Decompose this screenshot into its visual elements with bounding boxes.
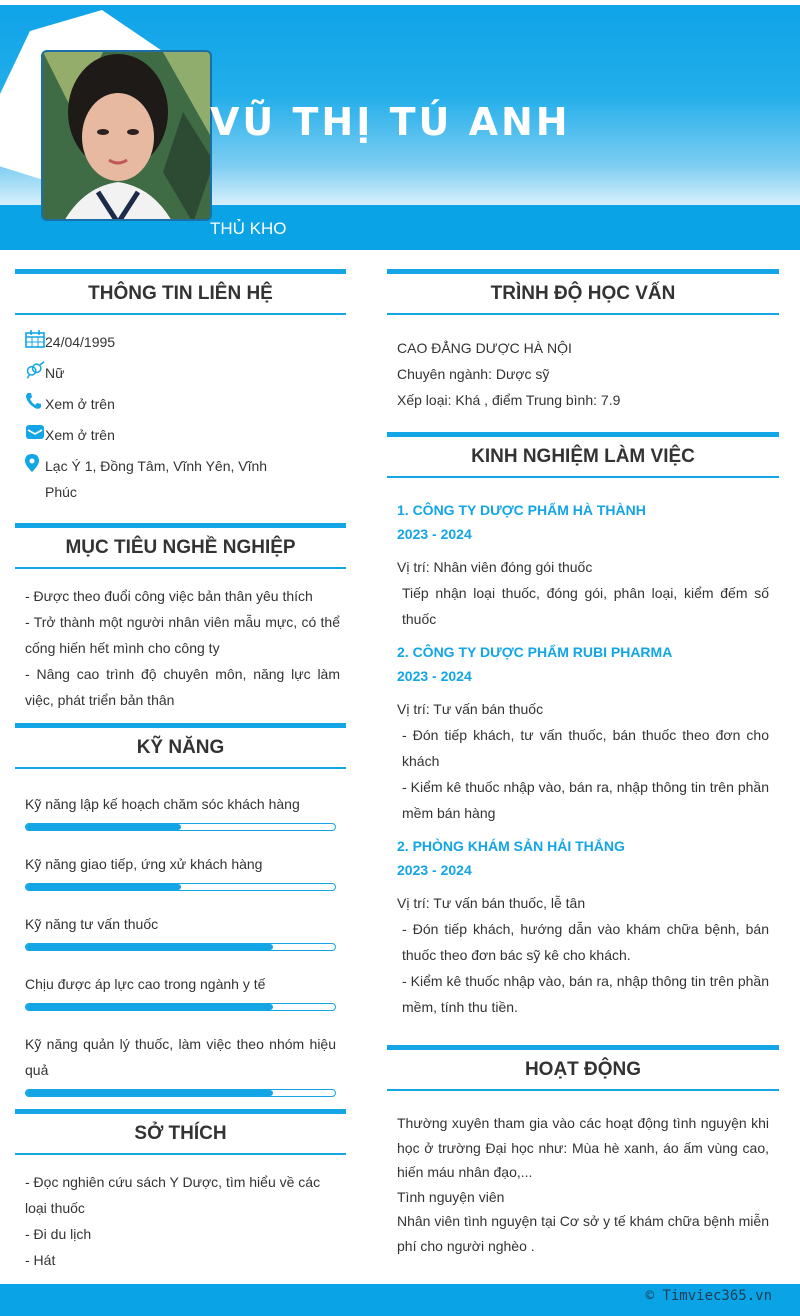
skill-label: Kỹ năng tư vấn thuốc [25, 916, 159, 932]
skill-item [15, 851, 346, 891]
education-text [387, 315, 779, 413]
contact-email [15, 422, 346, 448]
experience-period: 2023 - 2024 [397, 526, 472, 542]
section-title: KINH NGHIỆM LÀM VIỆC [387, 432, 779, 478]
birthday-value: 24/04/1995 [45, 334, 116, 350]
hobbies-section [15, 1109, 346, 1273]
section-title: TRÌNH ĐỘ HỌC VẤN [387, 269, 779, 315]
address-value [45, 453, 267, 505]
skill-level-bar [25, 1003, 336, 1011]
skill-label: Kỹ năng quản lý thuốc, làm việc theo nhóm hiệu quả [25, 1036, 336, 1078]
experience-section [387, 432, 779, 1020]
skill-item [15, 1031, 346, 1097]
skill-label: Kỹ năng lập kế hoạch chăm sóc khách hàng [25, 796, 300, 812]
address-line: Phúc [45, 484, 77, 500]
activities-section [387, 1045, 779, 1258]
experience-desc: - Kiểm kê thuốc nhập vào, bán ra, nhập thông tin trên phần mềm, tính thu tiền. [402, 973, 769, 1015]
experience-item [387, 498, 779, 632]
cv-header [0, 0, 800, 250]
education-major: Chuyên ngành: Dược sỹ [397, 366, 550, 382]
experience-desc: Tiếp nhận loại thuốc, đóng gói, phân loại, kiểm đếm số thuốc [402, 585, 769, 627]
skill-level-fill [26, 824, 181, 830]
experience-company: 1. CÔNG TY DƯỢC PHẨM HÀ THÀNH [397, 502, 646, 518]
experience-desc: - Đón tiếp khách, hướng dẫn vào khám chữa bệnh, bán thuốc theo đơn bác sỹ kê cho khách. [402, 921, 769, 963]
skill-level-fill [26, 884, 181, 890]
skill-level-bar [25, 883, 336, 891]
skill-level-bar [25, 823, 336, 831]
skill-label: Chịu được áp lực cao trong ngành y tế [25, 976, 266, 992]
experience-company: 2. CÔNG TY DƯỢC PHẨM RUBI PHARMA [397, 644, 673, 660]
skill-label: Kỹ năng giao tiếp, ứng xử khách hàng [25, 856, 263, 872]
experience-item [387, 834, 779, 1020]
skills-section [15, 723, 346, 1117]
skill-level-fill [26, 944, 273, 950]
experience-item [387, 640, 779, 826]
objective-section [15, 523, 346, 713]
experience-position: Vị trí: Tư vấn bán thuốc, lễ tân [397, 895, 586, 911]
experience-period: 2023 - 2024 [397, 668, 472, 684]
hobbies-text [15, 1155, 346, 1273]
phone-value: Xem ở trên [45, 396, 115, 412]
objective-line: - Trở thành một người nhân viên mẫu mực, có thể cống hiến hết mình cho công ty [25, 614, 340, 656]
experience-period: 2023 - 2024 [397, 862, 472, 878]
objective-text [15, 569, 346, 713]
experience-position: Vị trí: Tư vấn bán thuốc [397, 701, 544, 717]
contact-section [15, 269, 346, 505]
section-title: MỤC TIÊU NGHỀ NGHIỆP [15, 523, 346, 569]
phone-icon [15, 391, 45, 411]
email-icon [15, 422, 45, 442]
contact-gender [15, 360, 346, 386]
gender-icon [15, 360, 45, 380]
education-section [387, 269, 779, 413]
candidate-name: VŨ THỊ TÚ ANH [210, 100, 571, 144]
experience-desc: - Đón tiếp khách, tư vấn thuốc, bán thuốc theo đơn cho khách [402, 727, 769, 769]
section-title: SỞ THÍCH [15, 1109, 346, 1155]
skill-level-bar [25, 943, 336, 951]
section-title: KỸ NĂNG [15, 723, 346, 769]
education-school: CAO ĐẲNG DƯỢC HÀ NỘI [397, 340, 572, 356]
objective-line: - Được theo đuổi công việc bản thân yêu thích [25, 588, 313, 604]
activity-line: Tình nguyện viên [397, 1188, 505, 1205]
avatar-photo [43, 52, 212, 221]
gender-value: Nữ [45, 365, 65, 381]
contact-address [15, 453, 346, 505]
hobby-line: - Hát [25, 1252, 56, 1268]
hobby-line: - Đọc nghiên cứu sách Y Dược, tìm hiểu về các loại thuốc [25, 1174, 321, 1216]
section-title: THÔNG TIN LIÊN HỆ [15, 269, 346, 315]
contact-phone [15, 391, 346, 417]
contact-birthday [15, 329, 346, 355]
experience-company: 2. PHÒNG KHÁM SẢN HẢI THẮNG [397, 838, 625, 854]
skills-list [15, 769, 346, 1097]
section-title: HOẠT ĐỘNG [387, 1045, 779, 1091]
location-pin-icon [15, 453, 45, 473]
skill-item [15, 971, 346, 1011]
email-value: Xem ở trên [45, 427, 115, 443]
skill-level-fill [26, 1004, 273, 1010]
activity-line: Nhân viên tình nguyện tại Cơ sở y tế khám chữa bệnh miễn phí cho người nghèo . [397, 1213, 769, 1254]
skill-item [15, 911, 346, 951]
hobby-line: - Đi du lịch [25, 1226, 92, 1242]
skill-level-fill [26, 1090, 273, 1096]
skill-item [15, 791, 346, 831]
experience-list [387, 478, 779, 1020]
footer-brand: © Timviec365.vn [645, 1288, 772, 1304]
footer [0, 1284, 800, 1316]
education-grade: Xếp loại: Khá , điểm Trung bình: 7.9 [397, 392, 621, 408]
job-title: THỦ KHO [210, 219, 287, 238]
avatar [41, 50, 212, 221]
address-line: Lạc Ý 1, Đồng Tâm, Vĩnh Yên, Vĩnh [45, 458, 268, 474]
activity-line: Thường xuyên tham gia vào các hoạt động tình nguyện khi học ở trường Đại học như: Mùa hè xanh, áo ấm vùng cao, hiến máu nhân đạo,... [397, 1115, 769, 1180]
calendar-icon [15, 329, 45, 349]
activities-text [387, 1091, 779, 1258]
experience-desc: - Kiểm kê thuốc nhập vào, bán ra, nhập thông tin trên phần mềm bán hàng [402, 779, 769, 821]
objective-line: - Nâng cao trình độ chuyên môn, năng lực làm việc, phát triển bản thân [25, 666, 340, 708]
experience-position: Vị trí: Nhân viên đóng gói thuốc [397, 559, 593, 575]
skill-level-bar [25, 1089, 336, 1097]
